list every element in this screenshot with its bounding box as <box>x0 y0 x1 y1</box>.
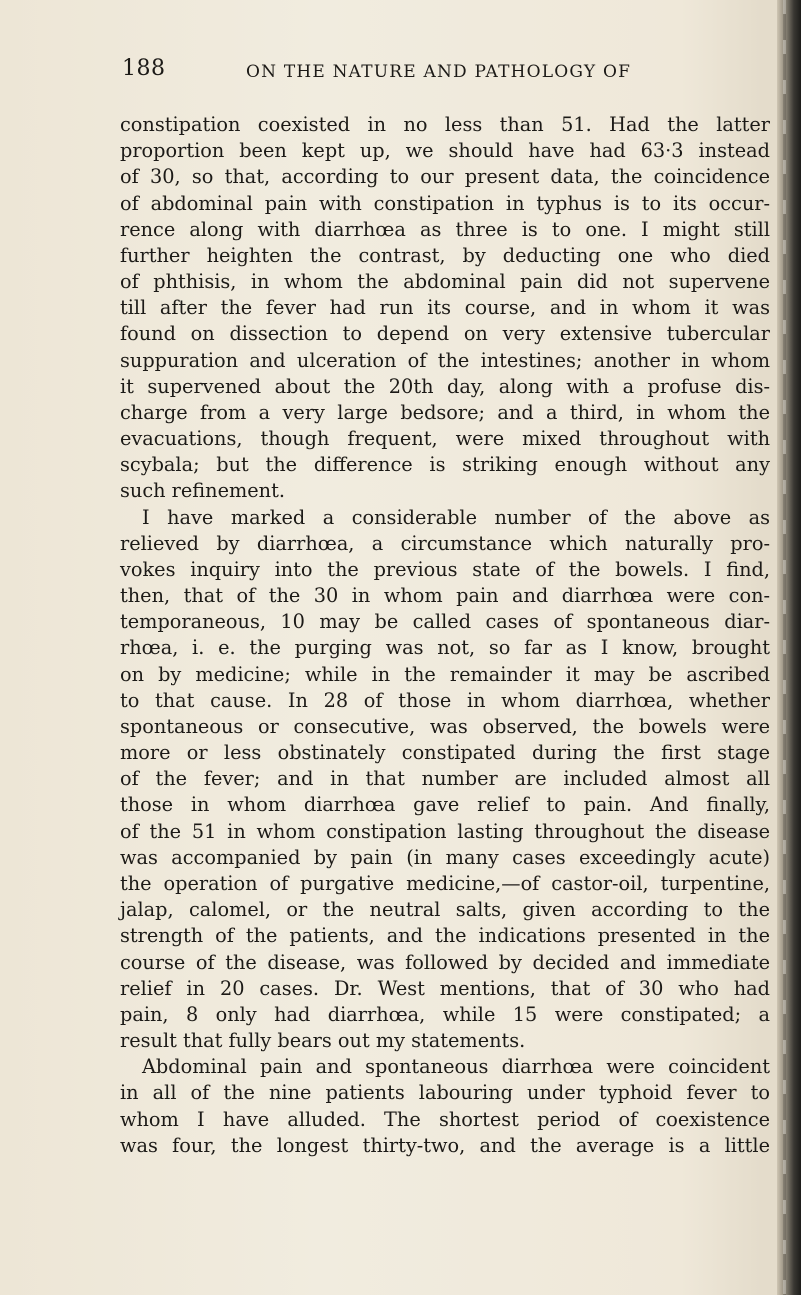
text-line: vokes inquiry into the previous state of the bowels. I find, <box>120 557 770 581</box>
running-head: ON THE NATURE AND PATHOLOGY OF <box>246 62 632 82</box>
text-line: I have marked a considerable number of the above as <box>142 505 770 529</box>
text-line: was four, the longest thirty-two, and the average is a little <box>120 1133 770 1157</box>
text-line: in all of the nine patients labouring under typhoid fever to <box>120 1081 770 1105</box>
text-line: such refinement. <box>120 479 285 503</box>
text-line: charge from a very large bedsore; and a third, in whom the <box>120 400 770 424</box>
text-line: on by medicine; while in the remainder it may be ascribed <box>120 662 770 686</box>
text-line: evacuations, though frequent, were mixed throughout with <box>120 427 770 451</box>
text-line: pain, 8 only had diarrhœa, while 15 were constipated; a <box>120 1002 770 1026</box>
text-line: spontaneous or consecutive, was observed, the bowels were <box>120 714 770 738</box>
page-header <box>0 54 801 94</box>
text-line: relieved by diarrhœa, a circumstance which naturally pro- <box>120 531 770 555</box>
text-line: jalap, calomel, or the neutral salts, given according to the <box>120 898 770 922</box>
text-line: relief in 20 cases. Dr. West mentions, that of 30 who had <box>120 976 770 1000</box>
text-line: further heighten the contrast, by deducting one who died <box>120 243 770 267</box>
text-line: proportion been kept up, we should have had 63·3 instead <box>120 139 770 163</box>
text-line: rhœa, i. e. the purging was not, so far as I know, brought <box>120 636 770 660</box>
text-line: rence along with diarrhœa as three is to one. I might still <box>120 217 770 241</box>
text-line: Abdominal pain and spontaneous diarrhœa were coincident <box>142 1055 770 1079</box>
page-number: 188 <box>122 56 166 81</box>
text-line: result that fully bears out my statements. <box>120 1029 526 1053</box>
text-line: of 30, so that, according to our present data, the coincidence <box>120 165 770 189</box>
text-line: more or less obstinately constipated during the first stage <box>120 741 770 765</box>
text-line: those in whom diarrhœa gave relief to pain. And finally, <box>120 793 770 817</box>
text-line: found on dissection to depend on very extensive tubercular <box>120 322 770 346</box>
text-line: whom I have alluded. The shortest period of coexistence <box>120 1107 770 1131</box>
text-line: was accompanied by pain (in many cases exceedingly acute) <box>120 845 770 869</box>
text-line: course of the disease, was followed by decided and immediate <box>120 950 770 974</box>
text-line: the operation of purgative medicine,—of castor-oil, turpentine, <box>120 871 770 895</box>
text-line: of phthisis, in whom the abdominal pain did not supervene <box>120 270 770 294</box>
text-line: it supervened about the 20th day, along with a profuse dis- <box>120 374 770 398</box>
text-line: strength of the patients, and the indications presented in the <box>120 924 770 948</box>
text-line: scybala; but the difference is striking enough without any <box>120 453 770 477</box>
text-line: of the 51 in whom constipation lasting throughout the disease <box>120 819 770 843</box>
text-line: temporaneous, 10 may be called cases of spontaneous diar- <box>120 610 770 634</box>
text-line: suppuration and ulceration of the intestines; another in whom <box>120 348 770 372</box>
text-line: till after the fever had run its course, and in whom it was <box>120 296 770 320</box>
text-line: constipation coexisted in no less than 51. Had the latter <box>120 113 770 136</box>
page-binding-edge <box>777 0 801 1295</box>
text-line: of the fever; and in that number are included almost all <box>120 767 770 791</box>
text-line: then, that of the 30 in whom pain and diarrhœa were con- <box>120 584 770 608</box>
text-line: of abdominal pain with constipation in typhus is to its occur- <box>120 191 770 215</box>
text-line: to that cause. In 28 of those in whom diarrhœa, whether <box>120 688 770 712</box>
body-text <box>120 112 770 1159</box>
